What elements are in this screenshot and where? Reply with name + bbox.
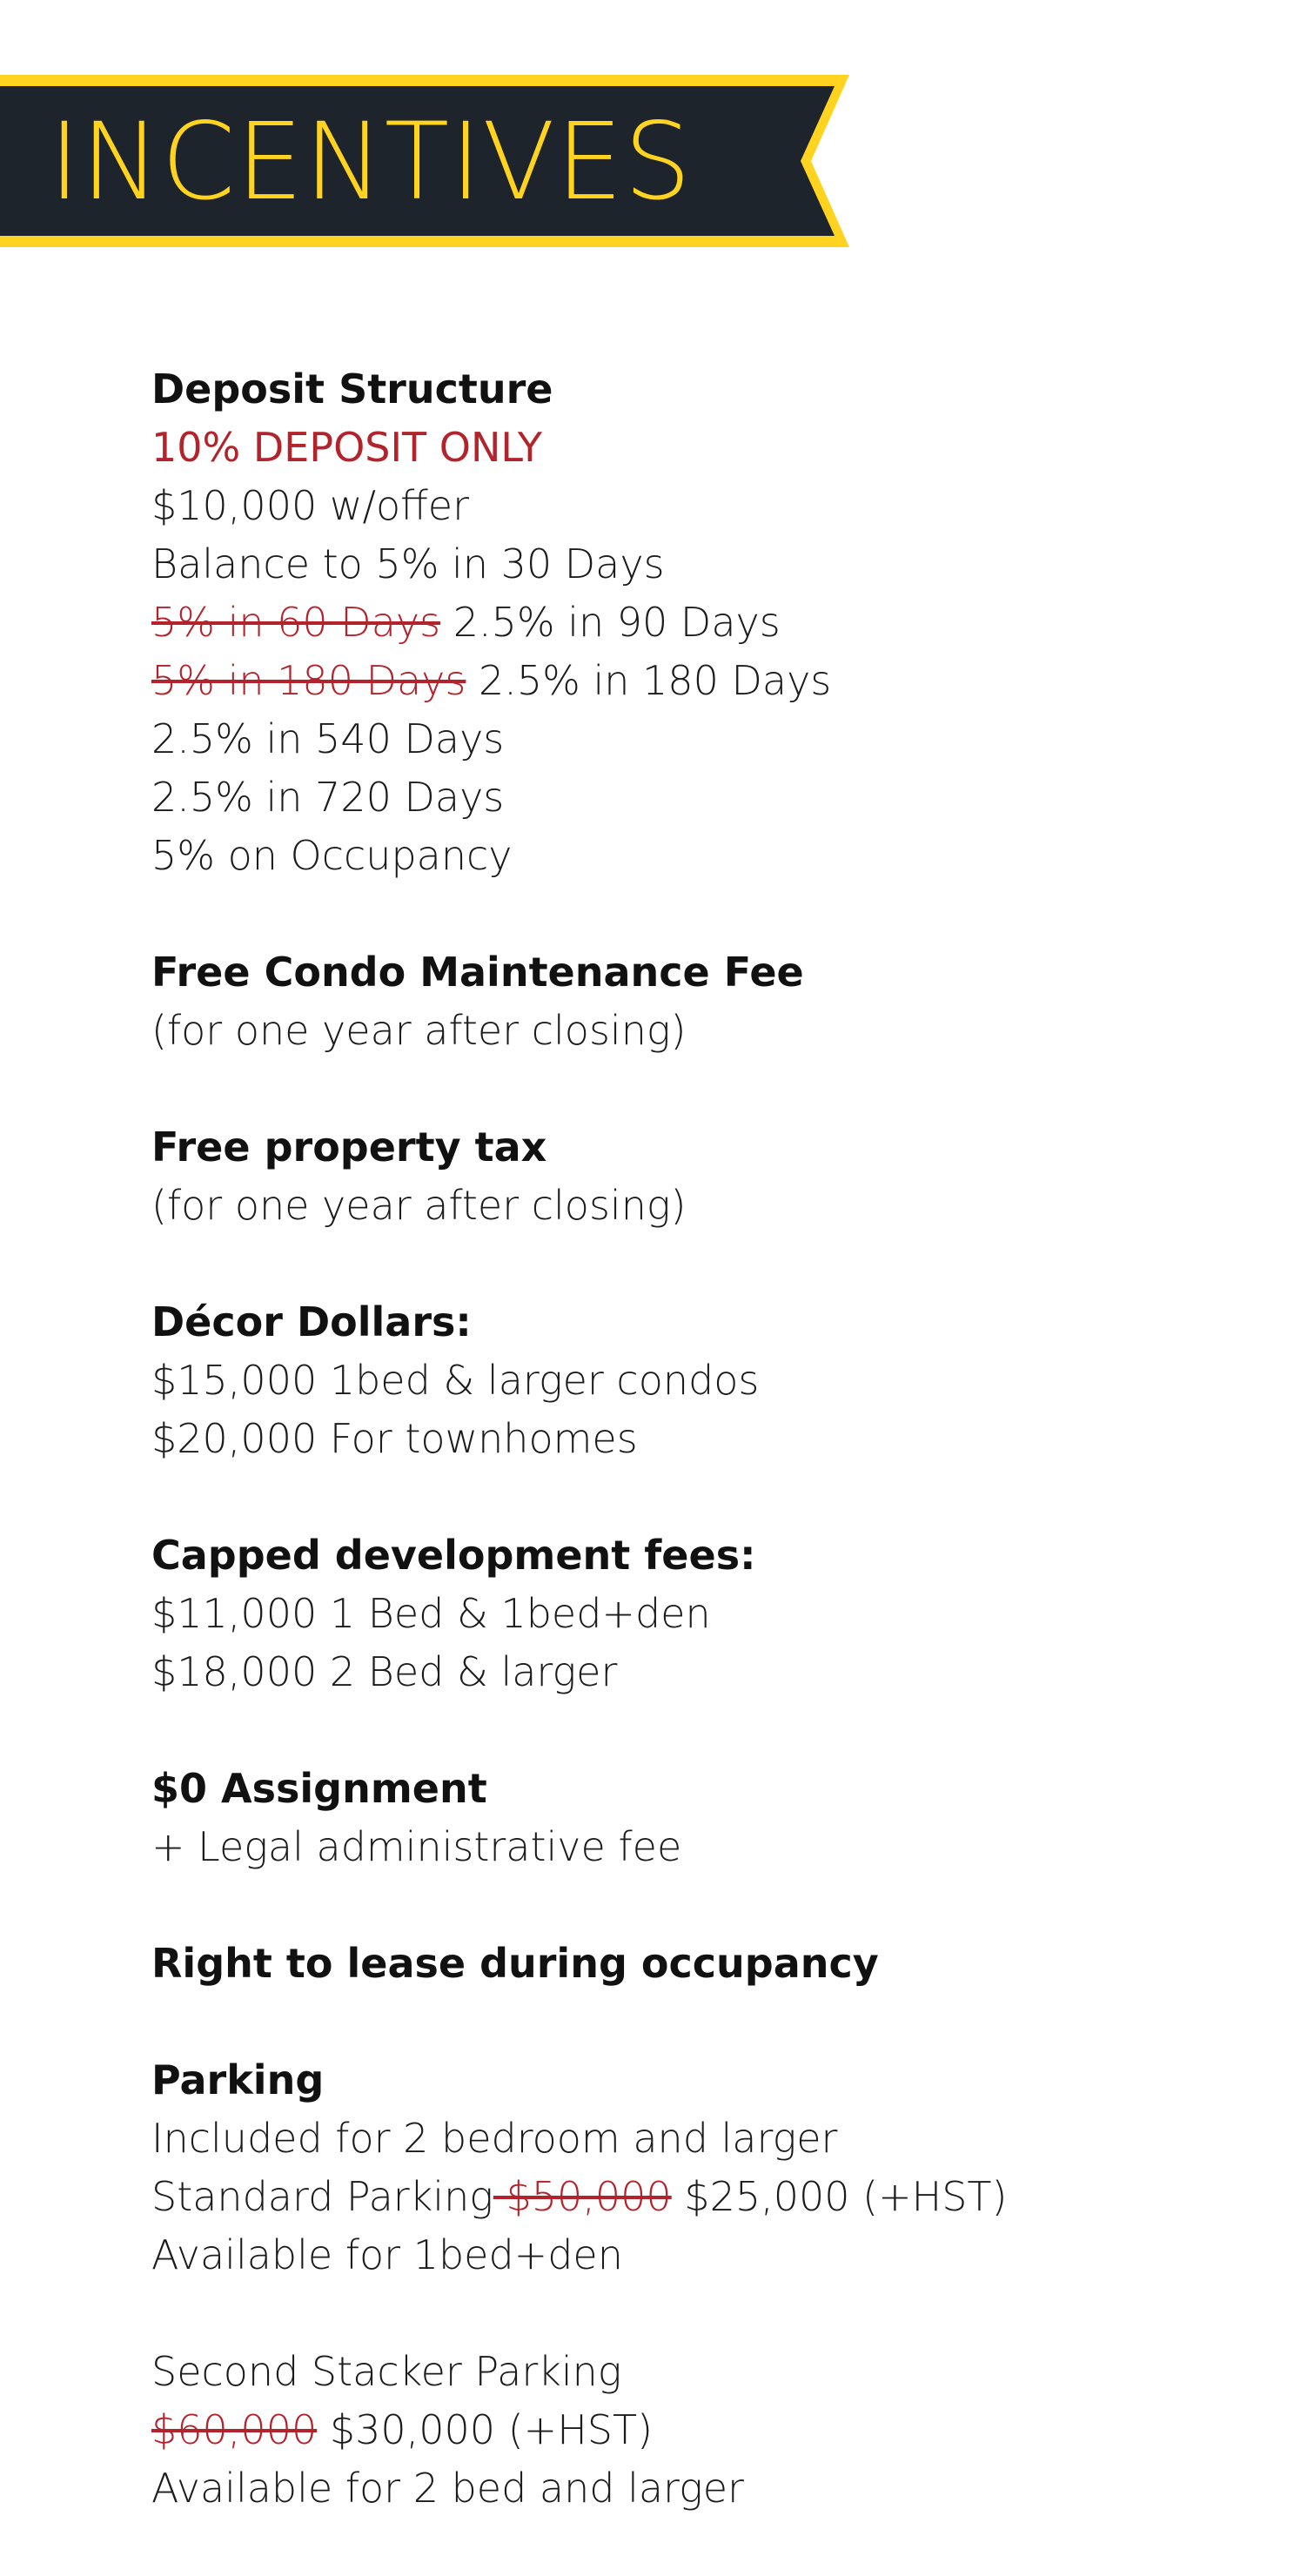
new-deposit-term: 2.5% in 90 Days — [440, 599, 781, 646]
lease-section — [151, 1935, 1283, 1993]
old-parking-price: $50,000 — [493, 2173, 672, 2220]
development-fees-section — [151, 1526, 1283, 1701]
deposit-line — [151, 594, 1283, 652]
property-tax-heading: Free property tax — [151, 1124, 547, 1171]
assignment-section — [151, 1760, 1283, 1876]
deposit-line — [151, 652, 1283, 710]
decor-dollars-line: $15,000 1bed & larger condos — [151, 1357, 760, 1404]
deposit-line: Balance to 5% in 30 Days — [151, 540, 665, 587]
stacker-parking-section — [151, 2343, 1283, 2518]
stacker-parking-line — [151, 2401, 1283, 2459]
old-deposit-term: 5% in 180 Days — [151, 657, 466, 704]
parking-line — [151, 2168, 1283, 2226]
deposit-line: 2.5% in 720 Days — [151, 774, 505, 821]
new-parking-price: $25,000 (+HST) — [671, 2173, 1008, 2220]
banner-title: INCENTIVES — [49, 100, 693, 224]
decor-dollars-line: $20,000 For townhomes — [151, 1415, 638, 1462]
decor-dollars-section — [151, 1293, 1283, 1468]
parking-line: Included for 2 bedroom and larger — [151, 2115, 838, 2162]
deposit-line: 2.5% in 540 Days — [151, 715, 505, 762]
deposit-line: $10,000 w/offer — [151, 482, 470, 529]
maintenance-fee-note: (for one year after closing) — [151, 1007, 687, 1054]
stacker-parking-line: Available for 2 bed and larger — [151, 2465, 744, 2512]
property-tax-note: (for one year after closing) — [151, 1182, 687, 1229]
maintenance-fee-section — [151, 943, 1283, 1060]
old-stacker-price: $60,000 — [151, 2406, 318, 2453]
incentives-banner — [0, 75, 849, 247]
assignment-note: + Legal administrative fee — [151, 1823, 682, 1870]
property-tax-section — [151, 1118, 1283, 1235]
incentives-content — [151, 360, 1283, 2576]
lease-heading: Right to lease during occupancy — [151, 1940, 879, 1987]
development-fees-line: $11,000 1 Bed & 1bed+den — [151, 1590, 711, 1637]
deposit-line: 5% on Occupancy — [151, 832, 513, 879]
development-fees-heading: Capped development fees: — [151, 1532, 756, 1579]
old-deposit-term: 5% in 60 Days — [151, 599, 441, 646]
standard-parking-label: Standard Parking — [151, 2173, 493, 2220]
deposit-structure-heading: Deposit Structure — [151, 366, 553, 413]
deposit-structure-section — [151, 360, 1283, 885]
parking-line: Available for 1bed+den — [151, 2231, 623, 2278]
maintenance-fee-heading: Free Condo Maintenance Fee — [151, 949, 804, 996]
new-stacker-price: $30,000 (+HST) — [317, 2406, 654, 2453]
parking-section — [151, 2051, 1283, 2284]
assignment-heading: $0 Assignment — [151, 1765, 487, 1812]
stacker-parking-heading: Second Stacker Parking — [151, 2348, 622, 2395]
decor-dollars-heading: Décor Dollars: — [151, 1298, 472, 1345]
new-deposit-term: 2.5% in 180 Days — [466, 657, 832, 704]
deposit-highlight: 10% DEPOSIT ONLY — [151, 424, 543, 471]
development-fees-line: $18,000 2 Bed & larger — [151, 1648, 618, 1695]
parking-heading: Parking — [151, 2056, 325, 2103]
